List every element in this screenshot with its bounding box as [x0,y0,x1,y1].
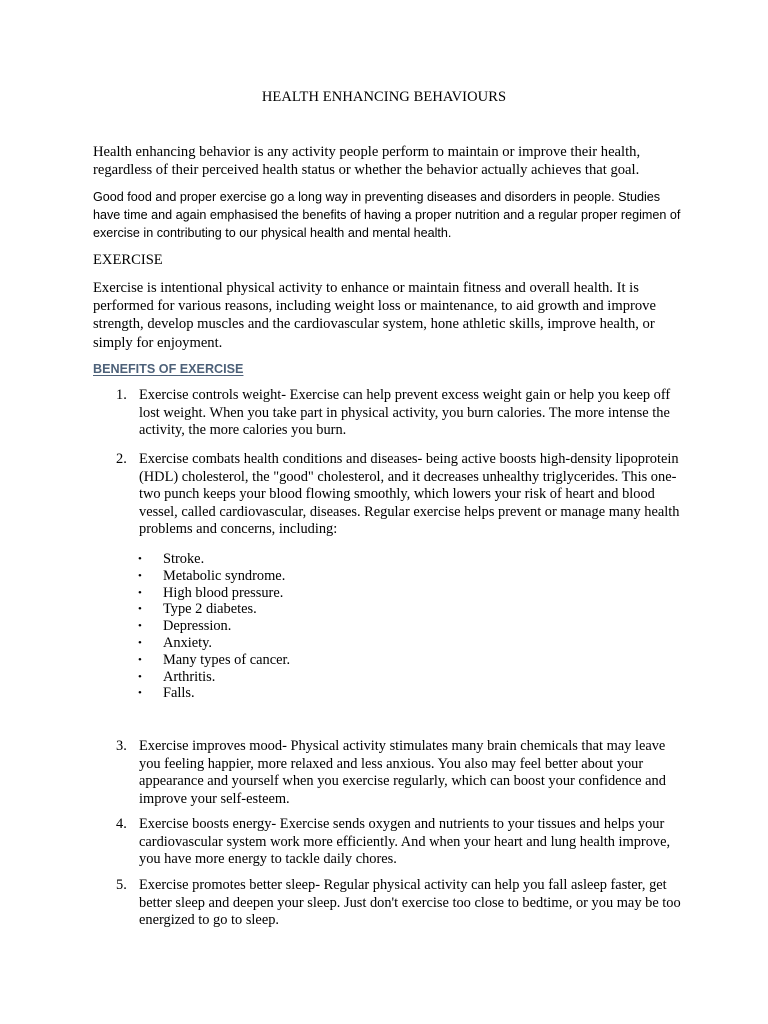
bullet-item [138,568,290,585]
bullet-icon: • [138,620,142,633]
bullet-icon: • [138,569,142,582]
bullet-icon: • [138,670,142,683]
list-item [116,738,681,808]
bullet-text: Depression. [163,618,232,635]
page-title: HEALTH ENHANCING BEHAVIOURS [261,89,507,105]
list-item-number: 5. [116,877,127,893]
bullet-item [138,618,290,635]
list-item-number: 3. [116,738,127,754]
bullet-item [138,601,290,618]
bullet-item [138,585,290,602]
list-item-text: Exercise boosts energy- Exercise sends oxygen and nutrients to your tissues and helps your cardiovascular system work more efficiently. And when your heart and lung health improve, you have more energy to tackle daily chores. [139,816,671,868]
list-item-number: 1. [116,387,127,403]
bullet-item [138,669,290,686]
conditions-list [138,551,290,702]
bullet-icon: • [138,586,142,599]
bullet-text: Falls. [163,685,195,702]
bullet-text: Arthritis. [163,668,216,685]
list-item-number: 2. [116,451,127,467]
bullet-text: Anxiety. [163,634,213,651]
bullet-icon: • [138,653,142,666]
bullet-text: High blood pressure. [163,584,284,601]
bullet-icon: • [138,603,142,616]
bullet-text: Stroke. [163,551,205,567]
bullet-item [138,551,290,568]
bullet-icon: • [138,553,142,565]
exercise-paragraph: Exercise is intentional physical activity to enhance or maintain fitness and overall health. It is performed for various reasons, including weight loss or maintenance, to aid growth and improve strength, develop muscles and the cardiovascular system, hone athletic skills, improve health, or simply for enjoyment. [93,280,656,351]
list-item-text: Exercise controls weight- Exercise can help prevent excess weight gain or help you keep off lost weight. When you take part in physical activity, you burn calories. The more intense the activity, the more calories you burn. [139,387,671,439]
list-item-text: Exercise promotes better sleep- Regular physical activity can help you fall asleep faster, get better sleep and deepen your sleep. Just don't exercise too close to bedtime, or you may be too energized to go to sleep. [139,877,681,929]
list-item [116,816,681,869]
list-item [116,877,681,930]
section-heading-exercise: EXERCISE [93,252,163,268]
list-item [116,451,681,539]
bullet-item [138,685,290,702]
list-item [116,387,681,440]
bullet-icon: • [138,687,142,700]
list-item-text: Exercise combats health conditions and diseases- being active boosts high-density lipoprotein (HDL) cholesterol, the "good" cholesterol, and it decreases unhealthy triglycerides. This one-two punch keeps your blood flowing smoothly, which lowers your risk of heart and blood vessel, called cardiovascular, diseases. Regular exercise helps prevent or manage many health problems and concerns, including: [139,451,680,538]
list-item-text: Exercise improves mood- Physical activity stimulates many brain chemicals that may leave you feeling happier, more relaxed and less anxious. You also may feel better about your appearance and yourself when you exercise regularly, which can boost your confidence and improve your self-esteem. [139,738,666,807]
bullet-text: Metabolic syndrome. [163,567,286,584]
list-item-number: 4. [116,816,127,832]
bullet-item [138,635,290,652]
intro-paragraph-2: Good food and proper exercise go a long way in preventing diseases and disorders in people. Studies have time and again emphasised the benefits of having a proper nutrition and a regular proper regimen of exercise in contributing to our physical health and mental health. [93,190,681,241]
bullet-item [138,652,290,669]
bullet-icon: • [138,636,142,649]
benefits-heading: BENEFITS OF EXERCISE [93,362,244,376]
intro-paragraph: Health enhancing behavior is any activity people perform to maintain or improve their health, regardless of their perceived health status or whether the behavior actually achieves that goal. [93,144,641,179]
bullet-text: Type 2 diabetes. [163,601,257,618]
bullet-text: Many types of cancer. [163,651,291,668]
